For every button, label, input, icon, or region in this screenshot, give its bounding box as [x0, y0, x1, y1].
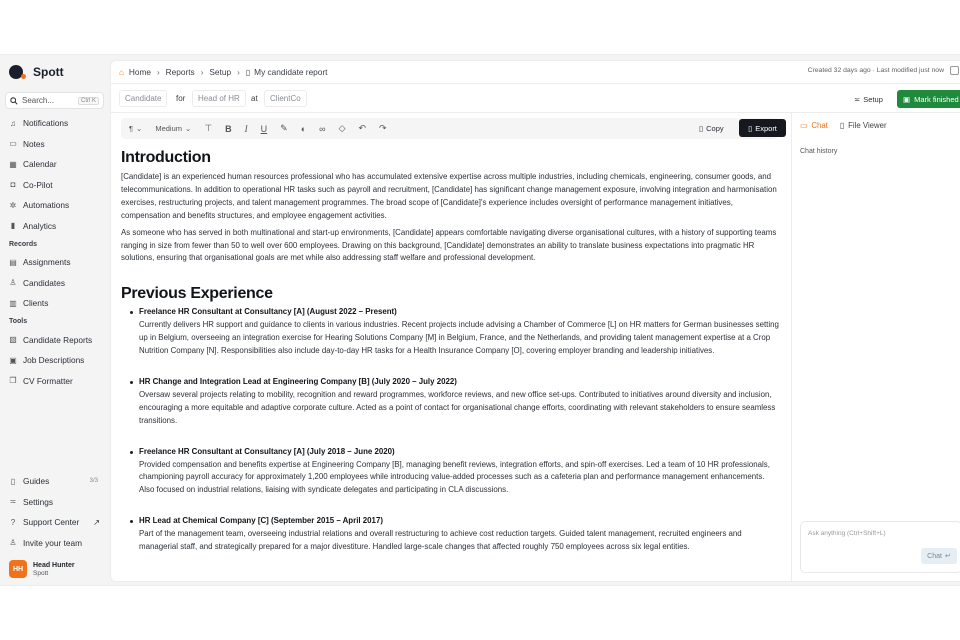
panel-toggle-icon[interactable] [950, 66, 959, 75]
breadcrumb-home[interactable]: Home [128, 67, 151, 77]
right-panel-tabs [800, 121, 887, 130]
chat-history-label[interactable]: Chat history [800, 148, 838, 155]
copy-icon: ❐ [9, 376, 17, 386]
intro-paragraph-1: [Candidate] is an experienced human resources professional who has accumulated extensive expertise across multiple industries, including chemicals, engineering, consumer goods, and telecommunications. In addition to operational HR tasks such as payroll and recruitment, [Candidate] has significant change management exposure, involving integration and harmonisation exercises, restructuring projects, and talent management programmes. The broad scope of [Candidate]'s experience includes oversight of performance management initiatives, compensation and benefits structures, and employee engagement activities. [121, 172, 777, 220]
eraser-icon[interactable]: ◇ [338, 123, 346, 133]
person-icon: ♙ [9, 278, 17, 288]
building-icon: ▥ [9, 298, 17, 308]
sidebar-item-calendar[interactable]: ▦ Calendar [9, 159, 57, 170]
setup-button[interactable]: ≍ Setup [854, 95, 883, 104]
breadcrumb [111, 61, 960, 83]
app-window [0, 54, 960, 586]
highlight-icon[interactable]: ✎ [280, 123, 288, 133]
bottom-nav [0, 471, 110, 553]
list-item [130, 515, 781, 554]
job-description: Oversaw several projects relating to mobility, recognition and reward programmes, workforce reviews, and new office set-ups. Contributed to initiatives around diversity and inclusion, encouraging a more equitable and adaptive corporate culture. Acted as a point of contact for organisational change efforts, coordinating with relevant stakeholders to ensure seamless transitions. [139, 389, 776, 425]
font-size-dropdown[interactable]: Medium ⌄ [155, 124, 192, 133]
brand-name: Spott [33, 65, 64, 79]
clipboard-icon: ▯ [699, 124, 704, 133]
job-description: Currently delivers HR support and guidance to clients in various industries. Recent projects include advising a Chamber of Commerce [L] on HR matters for German businesses setting up in Belgium, overseeing an integration exercise for Hearing Solutions Company [M] in Belgium, France, and the Netherlands, and providing talent management expertise at a Crop Nutrition Company [N]. Responsibilities also include day-to-day HR tasks for a Health Insurance Company [O], covering employer branding and leadership initiatives. [139, 320, 779, 356]
sliders-icon: ≍ [9, 497, 17, 507]
heading-icon[interactable]: ⊤ [204, 123, 213, 133]
sidebar-item-automations[interactable]: ✲ Automations [9, 200, 70, 211]
chat-send-button[interactable]: Chat ↵ [921, 548, 957, 564]
intro-heading: Introduction [121, 149, 211, 166]
sidebar-item-settings[interactable]: ≍ Settings [9, 496, 53, 507]
calendar-icon: ▦ [9, 159, 17, 169]
chart-icon: ▮ [10, 221, 16, 231]
role-field[interactable]: Head of HR [192, 90, 246, 107]
chevron-right-icon: › [237, 67, 240, 77]
copy-button[interactable]: ▯ Copy [699, 124, 724, 133]
job-title: Freelance HR Consultant at Consultancy [A] (August 2022 – Present) [139, 307, 397, 317]
for-label: for [176, 94, 186, 103]
experience-heading: Previous Experience [121, 285, 273, 303]
chevron-down-icon: ⌄ [136, 124, 143, 133]
breadcrumb-setup[interactable]: Setup [209, 67, 232, 77]
search-placeholder: Search... [22, 96, 55, 105]
sidebar-item-analytics[interactable]: ▮ Analytics [10, 220, 57, 231]
list-item [130, 446, 781, 498]
sidebar-item-guides[interactable]: ▯ Guides 3/3 [10, 476, 98, 487]
experience-list [130, 306, 781, 554]
enter-icon: ↵ [944, 553, 951, 560]
sidebar-item-candidates[interactable]: ♙ Candidates [9, 277, 65, 288]
clipboard-icon: ▤ [9, 257, 17, 267]
chat-placeholder: Ask anything (Ctrl+Shift+L) [808, 530, 886, 537]
file-icon: ▯ [839, 121, 845, 130]
mark-finished-button[interactable]: ▣ Mark finished [897, 90, 960, 108]
brand[interactable] [9, 65, 64, 79]
palette-icon[interactable]: ◐ [300, 123, 307, 134]
job-description: Part of the management team, overseeing industrial relations and overall restructuring to achieve cost reduction targets. Guided talent management, recruited engineers and managerial staff, and strategically prepared for a major divestiture. Handled large-scale changes that affected roughly 750 employees across six legal entities. [139, 529, 742, 552]
chevron-right-icon: › [156, 67, 160, 77]
person-add-icon: ♙ [9, 538, 17, 548]
breadcrumb-reports[interactable]: Reports [165, 67, 195, 77]
report-setup-bar [111, 83, 960, 113]
candidate-field[interactable]: Candidate [119, 90, 167, 107]
tools-heading: Tools [9, 318, 28, 325]
sidebar-item-candidate-reports[interactable]: ▧ Candidate Reports [9, 334, 93, 345]
report-icon: ▧ [9, 335, 17, 345]
editor [111, 113, 791, 582]
list-item [130, 306, 781, 358]
link-icon[interactable]: ∞ [319, 123, 326, 134]
document-icon: ▯ [245, 67, 251, 77]
chevron-right-icon: › [200, 67, 204, 77]
sidebar-item-notifications[interactable]: ♫ Notifications [10, 118, 69, 129]
avatar: HH [9, 560, 27, 578]
sidebar-item-assignments[interactable]: ▤ Assignments [9, 257, 71, 268]
right-panel [791, 113, 960, 582]
sidebar-item-notes[interactable]: ▭ Notes [9, 138, 45, 149]
search-shortcut: Ctrl K [78, 97, 99, 105]
user-profile[interactable] [9, 560, 75, 578]
undo-icon[interactable]: ↶ [358, 123, 367, 133]
help-icon: ? [10, 517, 16, 527]
sidebar-item-invite-team[interactable]: ♙ Invite your team [9, 537, 83, 548]
client-field[interactable]: ClientCo [264, 90, 307, 107]
sidebar [0, 55, 110, 587]
document-body[interactable] [121, 148, 781, 554]
id-card-icon: ▣ [9, 355, 17, 365]
job-description: Provided compensation and benefits expertise at Engineering Company [B], managing benefit reviews, integration efforts, and spin-off exercises. Led a team of 10 HR professionals, championing payroll accuracy for approximately 1,200 employees while introducing value-added processes such as a cafeteria plan and performance management enhancements. Also focused on industrial relations, liaising with syndicate delegates and participating in CLA discussions. [139, 459, 770, 495]
sidebar-item-job-descriptions[interactable]: ▣ Job Descriptions [9, 355, 85, 366]
paragraph-style-dropdown[interactable]: ¶ ⌄ [129, 124, 143, 133]
chevron-down-icon: ⌄ [185, 124, 192, 133]
tab-chat[interactable]: ▭ Chat [800, 121, 828, 130]
book-icon: ▯ [10, 476, 16, 486]
chat-input[interactable] [800, 521, 960, 573]
bell-icon: ♫ [10, 118, 16, 128]
user-name: Head Hunter [33, 561, 75, 569]
external-link-icon: ↗ [93, 517, 100, 527]
sidebar-item-support-center[interactable]: ? Support Center ↗ [10, 517, 100, 528]
sliders-icon: ≍ [854, 95, 861, 104]
underline-icon[interactable]: U [260, 123, 268, 134]
export-button[interactable]: ▯ Export [739, 119, 786, 137]
spott-logo-icon [9, 65, 23, 79]
guides-progress-badge: 3/3 [89, 478, 98, 485]
editor-toolbar [121, 118, 777, 139]
search-icon [10, 97, 18, 105]
list-item [130, 376, 781, 428]
home-icon: ⌂ [119, 67, 124, 77]
italic-icon[interactable]: I [244, 123, 248, 134]
document-meta: Created 32 days ago · Last modified just now [807, 67, 944, 74]
records-heading: Records [9, 240, 38, 248]
job-title: HR Lead at Chemical Company [C] (September 2015 – April 2017) [139, 516, 383, 526]
file-export-icon: ▯ [748, 123, 753, 133]
note-icon: ▭ [9, 139, 17, 149]
chat-icon: ▭ [800, 121, 808, 130]
gear-icon: ✲ [9, 200, 17, 210]
breadcrumb-current: My candidate report [254, 67, 328, 77]
main-panel [110, 60, 960, 582]
user-org: Spott [33, 569, 49, 577]
bookmark-check-icon: ▣ [903, 94, 911, 104]
job-title: Freelance HR Consultant at Consultancy [A] (July 2018 – June 2020) [139, 446, 395, 456]
bold-icon[interactable]: B [225, 123, 232, 134]
sidebar-item-cv-formatter[interactable]: ❐ CV Formatter [9, 375, 73, 386]
at-label: at [251, 94, 258, 103]
search-input[interactable] [5, 92, 104, 109]
main-nav [0, 113, 110, 391]
job-title: HR Change and Integration Lead at Engineering Company [B] (July 2020 – July 2022) [139, 376, 457, 386]
copilot-icon: ◘ [10, 180, 16, 190]
tab-file-viewer[interactable]: ▯ File Viewer [839, 121, 887, 130]
sidebar-item-co-pilot[interactable]: ◘ Co-Pilot [10, 179, 53, 190]
intro-paragraph-2: As someone who has served in both multinational and start-up environments, [Candidate] appears comfortable navigating diverse organisational cultures, with a history of supporting teams ranging in size from fewer than 50 to well over 600 employees. Drawing on this background, [Candidate] demonstrates an ability to translate business expectations into pragmatic HR solutions, ensuring that organisational goals are met while also addressing staff welfare and professional development. [121, 227, 777, 263]
redo-icon[interactable]: ↷ [379, 123, 387, 133]
sidebar-item-clients[interactable]: ▥ Clients [9, 298, 49, 309]
